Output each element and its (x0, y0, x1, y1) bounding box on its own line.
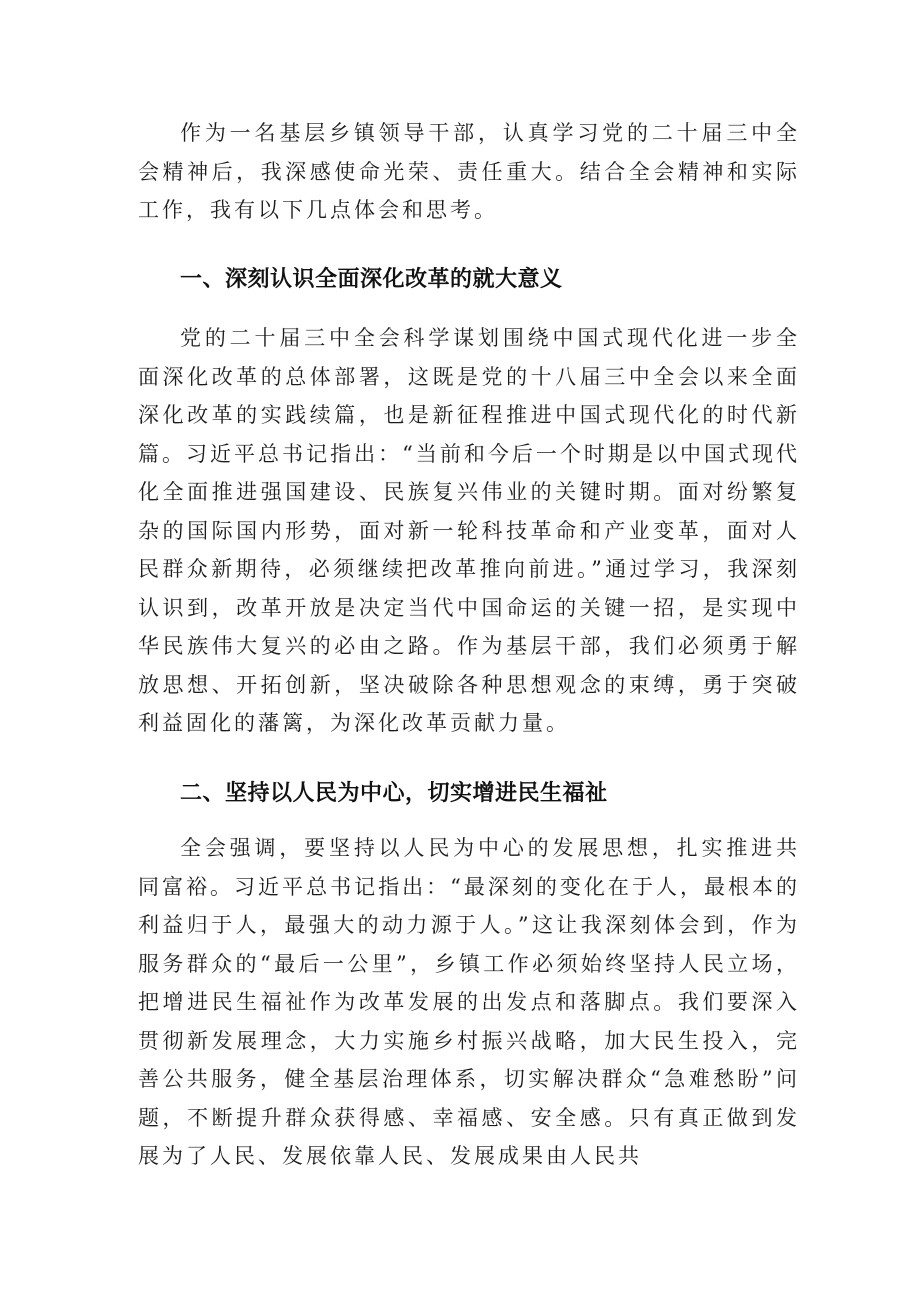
intro-paragraph: 作为一名基层乡镇领导干部，认真学习党的二十届三中全会精神后，我深感使命光荣、责任重大。结合全会精神和实际工作，我有以下几点体会和思考。 (138, 121, 800, 222)
section-1-heading: 一、深刻认识全面深化改革的就大意义 (180, 267, 563, 292)
section-1-paragraph: 党的二十届三中全会科学谋划围绕中国式现代化进一步全面深化改革的总体部署，这既是党的十八届三中全会以来全面深化改革的实践续篇，也是新征程推进中国式现代化的时代新篇。习近平总书记指出：“当前和今后一个时期是以中国式现代化全面推进强国建设、民族复兴伟业的关键时期。面对纷繁复杂的国际国内形势，面对新一轮科技革命和产业变革，面对人民群众新期待，必须继续把改革推向前进。”通过学习，我深刻认识到，改革开放是决定当代中国命运的关键一招，是实现中华民族伟大复兴的必由之路。作为基层干部，我们必须勇于解放思想、开拓创新，坚决破除各种思想观念的束缚，勇于突破利益固化的藩篱，为深化改革贡献力量。 (138, 326, 800, 735)
section-2-paragraph: 全会强调，要坚持以人民为中心的发展思想，扎实推进共同富裕。习近平总书记指出：“最深刻的变化在于人，最根本的利益归于人，最强大的动力源于人。”这让我深刻体会到，作为服务群众的“最后一公里”，乡镇工作必须始终坚持人民立场，把增进民生福祉作为改革发展的出发点和落脚点。我们要深入贯彻新发展理念，大力实施乡村振兴战略，加大民生投入，完善公共服务，健全基层治理体系，切实解决群众“急难愁盼”问题，不断提升群众获得感、幸福感、安全感。只有真正做到发展为了人民、发展依靠人民、发展成果由人民共 (138, 836, 800, 1168)
section-2-heading: 二、坚持以人民为中心，切实增进民生福祉 (180, 781, 608, 806)
